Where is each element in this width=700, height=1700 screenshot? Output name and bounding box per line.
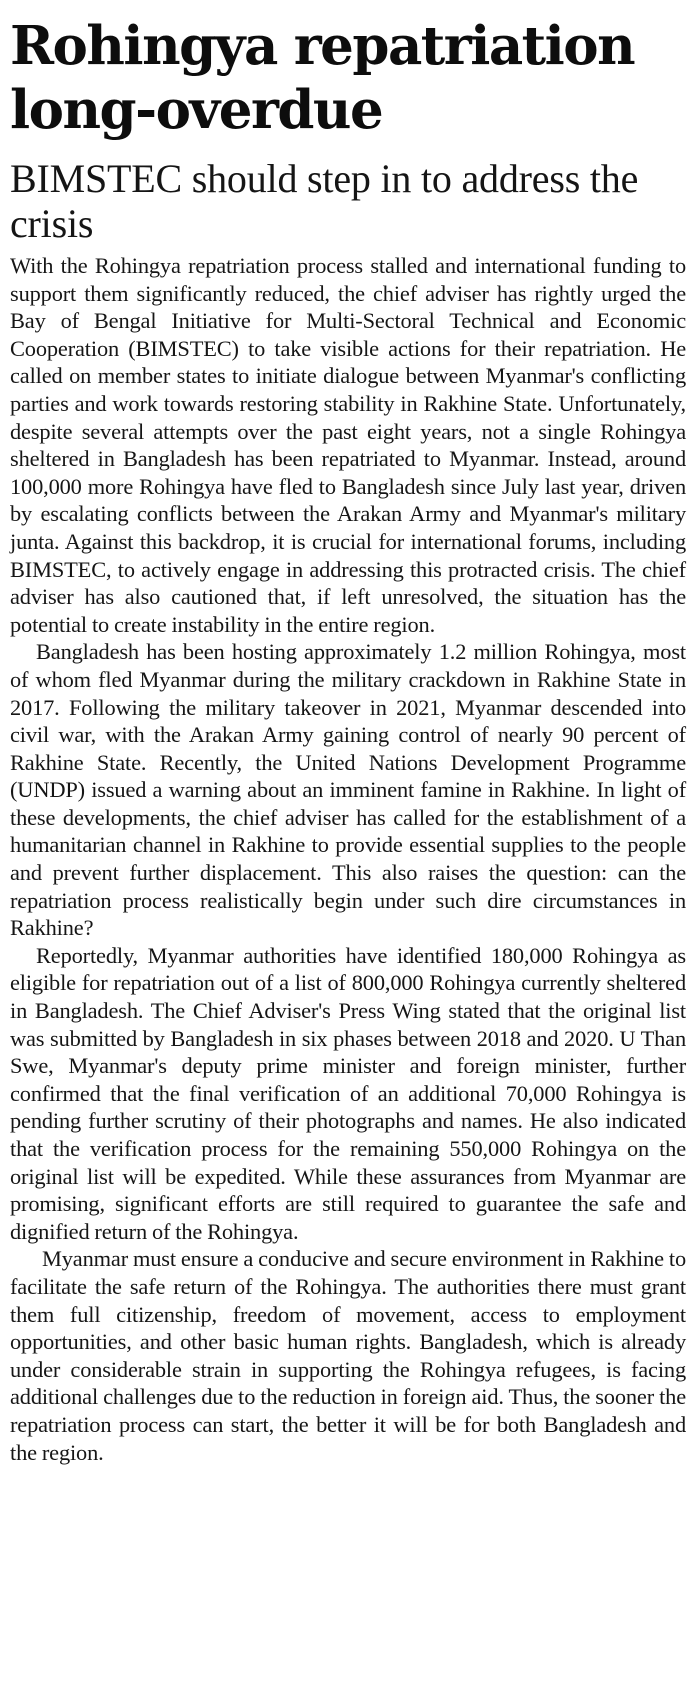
editorial-article <box>10 14 686 1466</box>
paragraph-3: Reportedly, Myanmar authorities have identified 180,000 Rohingya as eligible for repatriation out of a list of 800,000 Rohingya currently sheltered in Bangladesh. The Chief Adviser's Press Wing stated that the original list was submitted by Bangladesh in six phases between 2018 and 2020. U Than Swe, Myanmar's deputy prime minister and foreign minister, further confirmed that the final verification of an additional 70,000 Rohingya is pending further scrutiny of their photographs and names. He also indicated that the verification process for the remaining 550,000 Rohingya on the original list will be expedited. While these assurances from Myanmar are promising, significant efforts are still required to guarantee the safe and dignified return of the Rohingya. <box>10 942 686 1244</box>
subheadline: BIMSTEC should step in to address the crisis <box>10 156 639 246</box>
paragraph-1: With the Rohingya repatriation process stalled and international funding to support them significantly reduced, the chief adviser has rightly urged the Bay of Bengal Initiative for Multi-Sectoral Technical and Economic Cooperation (BIMSTEC) to take visible actions for their repatriation. He called on member states to initiate dialogue between Myanmar's conflicting parties and work towards restoring stability in Rakhine State. Unfortunately, despite several attempts over the past eight years, not a single Rohingya sheltered in Bangladesh has been repatriated to Myanmar. Instead, around 100,000 more Rohingya have fled to Bangladesh since July last year, driven by escalating conflicts between the Arakan Army and Myanmar's military junta. Against this backdrop, it is crucial for international forums, including BIMSTEC, to actively engage in addressing this protracted crisis. The chief adviser has also cautioned that, if left unresolved, the situation has the potential to create instability in the entire region. <box>10 253 686 637</box>
article-body <box>10 252 686 1466</box>
headline: Rohingya repatriation long-overdue <box>10 15 635 141</box>
paragraph-2: Bangladesh has been hosting approximately 1.2 million Rohingya, most of whom fled Myanmar during the military crackdown in Rakhine State in 2017. Following the military takeover in 2021, Myanmar descended into civil war, with the Arakan Army gaining control of nearly 90 percent of Rakhine State. Recently, the United Nations Development Programme (UNDP) issued a warning about an imminent famine in Rakhine. In light of these developments, the chief adviser has called for the establishment of a humanitarian channel in Rakhine to provide essential supplies to the people and prevent further displacement. This also raises the question: can the repatriation process realistically begin under such dire circumstances in Rakhine? <box>10 639 686 941</box>
paragraph-4: Myanmar must ensure a conducive and secure environment in Rakhine to facilitate the safe return of the Rohingya. The authorities there must grant them full citizenship, freedom of movement, access to employment opportunities, and other basic human rights. Bangladesh, which is already under considerable strain in supporting the Rohingya refugees, is facing additional challenges due to the reduction in foreign aid. Thus, the sooner the repatriation process can start, the better it will be for both Bangladesh and the region. <box>10 1246 686 1465</box>
